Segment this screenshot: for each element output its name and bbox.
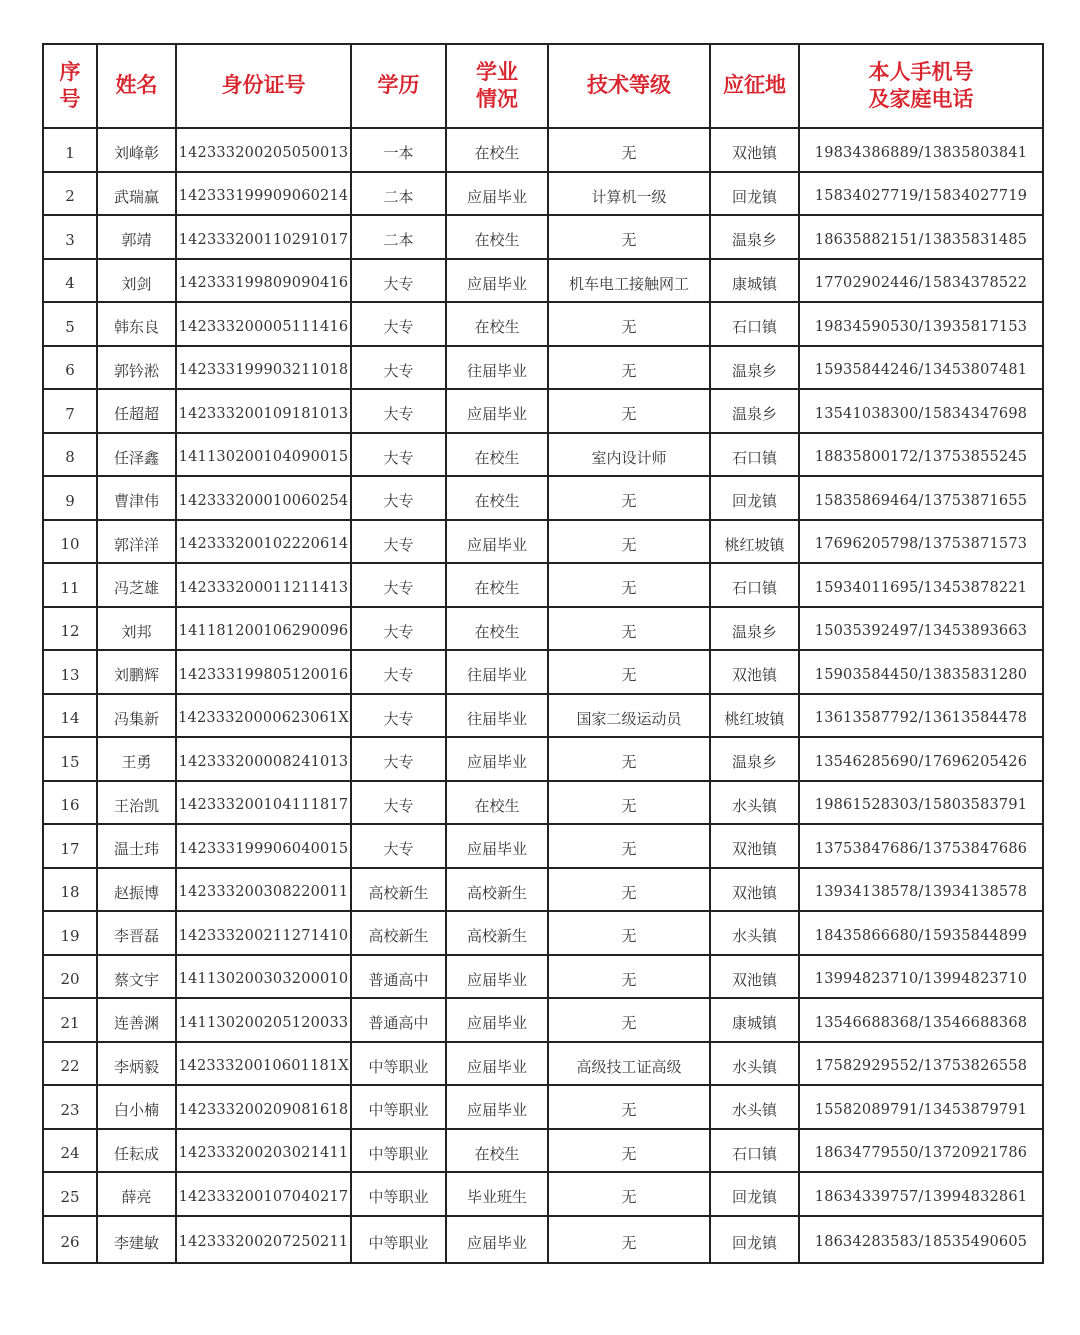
cell-name: 曹津伟 bbox=[97, 476, 176, 520]
cell-serial-number: 15 bbox=[43, 737, 97, 781]
cell-serial-number: 18 bbox=[43, 868, 97, 912]
table-row bbox=[43, 259, 1043, 303]
cell-name: 刘邦 bbox=[97, 607, 176, 651]
cell-serial-number: 9 bbox=[43, 476, 97, 520]
header-serial-number: 序 号 bbox=[43, 44, 97, 128]
cell-name: 郭靖 bbox=[97, 215, 176, 259]
cell-education: 普通高中 bbox=[351, 998, 446, 1042]
cell-technical-level: 无 bbox=[548, 346, 710, 390]
cell-id-card-number: 142333199903211018 bbox=[176, 346, 351, 390]
cell-enlistment-place: 水头镇 bbox=[710, 911, 799, 955]
cell-technical-level: 无 bbox=[548, 650, 710, 694]
cell-technical-level: 高级技工证高级 bbox=[548, 1042, 710, 1086]
cell-education: 中等职业 bbox=[351, 1216, 446, 1263]
cell-phone-numbers: 15834027719/15834027719 bbox=[799, 172, 1043, 216]
cell-technical-level: 无 bbox=[548, 998, 710, 1042]
cell-name: 韩东良 bbox=[97, 302, 176, 346]
cell-enlistment-place: 双池镇 bbox=[710, 824, 799, 868]
table-row bbox=[43, 215, 1043, 259]
cell-phone-numbers: 13546688368/13546688368 bbox=[799, 998, 1043, 1042]
cell-serial-number: 4 bbox=[43, 259, 97, 303]
table-row bbox=[43, 172, 1043, 216]
cell-technical-level: 无 bbox=[548, 1129, 710, 1173]
cell-education: 二本 bbox=[351, 172, 446, 216]
cell-technical-level: 无 bbox=[548, 389, 710, 433]
cell-id-card-number: 141181200106290096 bbox=[176, 607, 351, 651]
cell-technical-level: 无 bbox=[548, 824, 710, 868]
cell-technical-level: 无 bbox=[548, 563, 710, 607]
cell-name: 王勇 bbox=[97, 737, 176, 781]
cell-id-card-number: 142333200308220011 bbox=[176, 868, 351, 912]
table-row bbox=[43, 781, 1043, 825]
cell-id-card-number: 142333200203021411 bbox=[176, 1129, 351, 1173]
cell-technical-level: 无 bbox=[548, 607, 710, 651]
table-row bbox=[43, 1172, 1043, 1216]
cell-education: 大专 bbox=[351, 694, 446, 738]
cell-phone-numbers: 17582929552/13753826558 bbox=[799, 1042, 1043, 1086]
cell-serial-number: 6 bbox=[43, 346, 97, 390]
cell-id-card-number: 141130200205120033 bbox=[176, 998, 351, 1042]
cell-technical-level: 无 bbox=[548, 476, 710, 520]
cell-serial-number: 17 bbox=[43, 824, 97, 868]
cell-id-card-number: 142333200008241013 bbox=[176, 737, 351, 781]
cell-phone-numbers: 13613587792/13613584478 bbox=[799, 694, 1043, 738]
cell-enlistment-place: 温泉乡 bbox=[710, 737, 799, 781]
cell-serial-number: 16 bbox=[43, 781, 97, 825]
cell-id-card-number: 142333200107040217 bbox=[176, 1172, 351, 1216]
table-row bbox=[43, 302, 1043, 346]
cell-phone-numbers: 18634339757/13994832861 bbox=[799, 1172, 1043, 1216]
cell-enlistment-place: 温泉乡 bbox=[710, 346, 799, 390]
cell-serial-number: 12 bbox=[43, 607, 97, 651]
table-row bbox=[43, 1216, 1043, 1263]
cell-phone-numbers: 18835800172/13753855245 bbox=[799, 433, 1043, 477]
table-row bbox=[43, 476, 1043, 520]
cell-enlistment-place: 温泉乡 bbox=[710, 215, 799, 259]
cell-phone-numbers: 19834590530/13935817153 bbox=[799, 302, 1043, 346]
cell-technical-level: 室内设计师 bbox=[548, 433, 710, 477]
cell-phone-numbers: 17696205798/13753871573 bbox=[799, 520, 1043, 564]
cell-phone-numbers: 13934138578/13934138578 bbox=[799, 868, 1043, 912]
cell-name: 薛亮 bbox=[97, 1172, 176, 1216]
table-row bbox=[43, 694, 1043, 738]
cell-technical-level: 无 bbox=[548, 781, 710, 825]
cell-name: 任泽鑫 bbox=[97, 433, 176, 477]
cell-name: 冯集新 bbox=[97, 694, 176, 738]
table-row bbox=[43, 1129, 1043, 1173]
cell-id-card-number: 142333200102220614 bbox=[176, 520, 351, 564]
header-education: 学历 bbox=[351, 44, 446, 128]
cell-education: 中等职业 bbox=[351, 1042, 446, 1086]
cell-id-card-number: 142333200104111817 bbox=[176, 781, 351, 825]
cell-name: 任耘成 bbox=[97, 1129, 176, 1173]
cell-enlistment-place: 桃红坡镇 bbox=[710, 520, 799, 564]
header-id-card-number: 身份证号 bbox=[176, 44, 351, 128]
cell-enlistment-place: 回龙镇 bbox=[710, 1216, 799, 1263]
cell-id-card-number: 141130200303200010 bbox=[176, 955, 351, 999]
cell-technical-level: 无 bbox=[548, 1172, 710, 1216]
cell-enlistment-place: 石口镇 bbox=[710, 302, 799, 346]
table-row bbox=[43, 1042, 1043, 1086]
cell-study-status: 应届毕业 bbox=[446, 259, 548, 303]
cell-id-card-number: 142333200209081618 bbox=[176, 1085, 351, 1129]
table-row bbox=[43, 128, 1043, 172]
cell-education: 中等职业 bbox=[351, 1085, 446, 1129]
cell-serial-number: 2 bbox=[43, 172, 97, 216]
cell-study-status: 在校生 bbox=[446, 563, 548, 607]
cell-phone-numbers: 15934011695/13453878221 bbox=[799, 563, 1043, 607]
cell-study-status: 在校生 bbox=[446, 781, 548, 825]
cell-name: 温士玮 bbox=[97, 824, 176, 868]
cell-serial-number: 3 bbox=[43, 215, 97, 259]
cell-education: 高校新生 bbox=[351, 868, 446, 912]
header-phone-numbers: 本人手机号 及家庭电话 bbox=[799, 44, 1043, 128]
cell-study-status: 在校生 bbox=[446, 607, 548, 651]
cell-education: 大专 bbox=[351, 650, 446, 694]
table-row bbox=[43, 737, 1043, 781]
table-row bbox=[43, 1085, 1043, 1129]
cell-education: 一本 bbox=[351, 128, 446, 172]
cell-education: 普通高中 bbox=[351, 955, 446, 999]
cell-enlistment-place: 康城镇 bbox=[710, 998, 799, 1042]
cell-serial-number: 5 bbox=[43, 302, 97, 346]
cell-enlistment-place: 石口镇 bbox=[710, 563, 799, 607]
cell-serial-number: 8 bbox=[43, 433, 97, 477]
cell-study-status: 应届毕业 bbox=[446, 1042, 548, 1086]
cell-id-card-number: 142333200110291017 bbox=[176, 215, 351, 259]
cell-serial-number: 24 bbox=[43, 1129, 97, 1173]
cell-enlistment-place: 康城镇 bbox=[710, 259, 799, 303]
cell-education: 大专 bbox=[351, 824, 446, 868]
cell-education: 大专 bbox=[351, 433, 446, 477]
cell-technical-level: 无 bbox=[548, 955, 710, 999]
cell-id-card-number: 142333199805120016 bbox=[176, 650, 351, 694]
header-name: 姓名 bbox=[97, 44, 176, 128]
header-enlistment-place: 应征地 bbox=[710, 44, 799, 128]
cell-study-status: 往届毕业 bbox=[446, 346, 548, 390]
cell-education: 大专 bbox=[351, 781, 446, 825]
recruit-roster-table bbox=[42, 43, 1044, 1264]
table-row bbox=[43, 389, 1043, 433]
cell-enlistment-place: 石口镇 bbox=[710, 433, 799, 477]
table-row bbox=[43, 911, 1043, 955]
cell-name: 白小楠 bbox=[97, 1085, 176, 1129]
cell-study-status: 往届毕业 bbox=[446, 694, 548, 738]
cell-technical-level: 无 bbox=[548, 868, 710, 912]
cell-education: 高校新生 bbox=[351, 911, 446, 955]
cell-technical-level: 无 bbox=[548, 215, 710, 259]
cell-serial-number: 22 bbox=[43, 1042, 97, 1086]
cell-serial-number: 13 bbox=[43, 650, 97, 694]
cell-serial-number: 23 bbox=[43, 1085, 97, 1129]
cell-serial-number: 25 bbox=[43, 1172, 97, 1216]
cell-id-card-number: 14233320010601181X bbox=[176, 1042, 351, 1086]
cell-study-status: 应届毕业 bbox=[446, 1085, 548, 1129]
cell-enlistment-place: 回龙镇 bbox=[710, 476, 799, 520]
cell-enlistment-place: 水头镇 bbox=[710, 1085, 799, 1129]
cell-phone-numbers: 19861528303/15803583791 bbox=[799, 781, 1043, 825]
cell-serial-number: 20 bbox=[43, 955, 97, 999]
cell-education: 大专 bbox=[351, 259, 446, 303]
cell-name: 刘鹏辉 bbox=[97, 650, 176, 694]
cell-enlistment-place: 温泉乡 bbox=[710, 607, 799, 651]
table-header bbox=[43, 44, 1043, 128]
table-row bbox=[43, 955, 1043, 999]
cell-name: 李炳毅 bbox=[97, 1042, 176, 1086]
cell-study-status: 在校生 bbox=[446, 1129, 548, 1173]
cell-education: 大专 bbox=[351, 302, 446, 346]
table-row bbox=[43, 346, 1043, 390]
cell-education: 大专 bbox=[351, 346, 446, 390]
cell-enlistment-place: 温泉乡 bbox=[710, 389, 799, 433]
table-row bbox=[43, 433, 1043, 477]
cell-study-status: 应届毕业 bbox=[446, 955, 548, 999]
table-row bbox=[43, 998, 1043, 1042]
cell-id-card-number: 142333200109181013 bbox=[176, 389, 351, 433]
cell-technical-level: 无 bbox=[548, 1085, 710, 1129]
cell-technical-level: 无 bbox=[548, 128, 710, 172]
cell-technical-level: 计算机一级 bbox=[548, 172, 710, 216]
cell-phone-numbers: 19834386889/13835803841 bbox=[799, 128, 1043, 172]
cell-phone-numbers: 18634283583/18535490605 bbox=[799, 1216, 1043, 1263]
cell-study-status: 应届毕业 bbox=[446, 824, 548, 868]
cell-education: 大专 bbox=[351, 607, 446, 651]
cell-enlistment-place: 回龙镇 bbox=[710, 172, 799, 216]
cell-enlistment-place: 双池镇 bbox=[710, 955, 799, 999]
cell-serial-number: 1 bbox=[43, 128, 97, 172]
cell-id-card-number: 142333199909060214 bbox=[176, 172, 351, 216]
cell-serial-number: 14 bbox=[43, 694, 97, 738]
cell-study-status: 应届毕业 bbox=[446, 389, 548, 433]
cell-phone-numbers: 15035392497/13453893663 bbox=[799, 607, 1043, 651]
cell-serial-number: 11 bbox=[43, 563, 97, 607]
cell-id-card-number: 142333199809090416 bbox=[176, 259, 351, 303]
cell-id-card-number: 142333200005111416 bbox=[176, 302, 351, 346]
cell-name: 李建敏 bbox=[97, 1216, 176, 1263]
cell-phone-numbers: 15835869464/13753871655 bbox=[799, 476, 1043, 520]
cell-education: 中等职业 bbox=[351, 1129, 446, 1173]
header-study-status: 学业 情况 bbox=[446, 44, 548, 128]
cell-id-card-number: 142333200207250211 bbox=[176, 1216, 351, 1263]
cell-phone-numbers: 17702902446/15834378522 bbox=[799, 259, 1043, 303]
cell-name: 连善渊 bbox=[97, 998, 176, 1042]
cell-serial-number: 19 bbox=[43, 911, 97, 955]
cell-study-status: 在校生 bbox=[446, 302, 548, 346]
cell-id-card-number: 142333200011211413 bbox=[176, 563, 351, 607]
cell-education: 大专 bbox=[351, 737, 446, 781]
cell-serial-number: 7 bbox=[43, 389, 97, 433]
cell-name: 王治凯 bbox=[97, 781, 176, 825]
cell-enlistment-place: 回龙镇 bbox=[710, 1172, 799, 1216]
cell-name: 武瑞赢 bbox=[97, 172, 176, 216]
cell-name: 蔡文宇 bbox=[97, 955, 176, 999]
table-body bbox=[43, 128, 1043, 1263]
cell-phone-numbers: 13994823710/13994823710 bbox=[799, 955, 1043, 999]
cell-study-status: 往届毕业 bbox=[446, 650, 548, 694]
cell-study-status: 应届毕业 bbox=[446, 998, 548, 1042]
cell-phone-numbers: 13541038300/15834347698 bbox=[799, 389, 1043, 433]
cell-phone-numbers: 18634779550/13720921786 bbox=[799, 1129, 1043, 1173]
header-row bbox=[43, 44, 1043, 128]
cell-study-status: 应届毕业 bbox=[446, 520, 548, 564]
table-row bbox=[43, 563, 1043, 607]
cell-serial-number: 10 bbox=[43, 520, 97, 564]
cell-name: 刘峰彰 bbox=[97, 128, 176, 172]
cell-study-status: 应届毕业 bbox=[446, 1216, 548, 1263]
cell-enlistment-place: 水头镇 bbox=[710, 1042, 799, 1086]
cell-enlistment-place: 双池镇 bbox=[710, 650, 799, 694]
cell-education: 大专 bbox=[351, 476, 446, 520]
cell-name: 任超超 bbox=[97, 389, 176, 433]
cell-id-card-number: 141130200104090015 bbox=[176, 433, 351, 477]
cell-id-card-number: 142333199906040015 bbox=[176, 824, 351, 868]
cell-technical-level: 无 bbox=[548, 520, 710, 564]
cell-education: 大专 bbox=[351, 563, 446, 607]
table-row bbox=[43, 607, 1043, 651]
cell-id-card-number: 14233320000623061X bbox=[176, 694, 351, 738]
cell-education: 中等职业 bbox=[351, 1172, 446, 1216]
cell-study-status: 毕业班生 bbox=[446, 1172, 548, 1216]
table-row bbox=[43, 824, 1043, 868]
cell-id-card-number: 142333200211271410 bbox=[176, 911, 351, 955]
cell-study-status: 高校新生 bbox=[446, 868, 548, 912]
cell-study-status: 在校生 bbox=[446, 215, 548, 259]
cell-phone-numbers: 15903584450/13835831280 bbox=[799, 650, 1043, 694]
cell-phone-numbers: 15582089791/13453879791 bbox=[799, 1085, 1043, 1129]
cell-phone-numbers: 13753847686/13753847686 bbox=[799, 824, 1043, 868]
cell-education: 二本 bbox=[351, 215, 446, 259]
cell-technical-level: 无 bbox=[548, 737, 710, 781]
cell-phone-numbers: 15935844246/13453807481 bbox=[799, 346, 1043, 390]
cell-study-status: 高校新生 bbox=[446, 911, 548, 955]
cell-phone-numbers: 18435866680/15935844899 bbox=[799, 911, 1043, 955]
cell-name: 刘剑 bbox=[97, 259, 176, 303]
cell-enlistment-place: 水头镇 bbox=[710, 781, 799, 825]
cell-name: 李晋磊 bbox=[97, 911, 176, 955]
cell-serial-number: 21 bbox=[43, 998, 97, 1042]
cell-enlistment-place: 双池镇 bbox=[710, 128, 799, 172]
table-row bbox=[43, 520, 1043, 564]
cell-name: 冯芝雄 bbox=[97, 563, 176, 607]
cell-study-status: 在校生 bbox=[446, 433, 548, 477]
cell-id-card-number: 142333200205050013 bbox=[176, 128, 351, 172]
cell-phone-numbers: 18635882151/13835831485 bbox=[799, 215, 1043, 259]
cell-name: 赵振博 bbox=[97, 868, 176, 912]
cell-enlistment-place: 桃红坡镇 bbox=[710, 694, 799, 738]
cell-name: 郭钤淞 bbox=[97, 346, 176, 390]
cell-phone-numbers: 13546285690/17696205426 bbox=[799, 737, 1043, 781]
cell-id-card-number: 142333200010060254 bbox=[176, 476, 351, 520]
cell-technical-level: 国家二级运动员 bbox=[548, 694, 710, 738]
table-row bbox=[43, 650, 1043, 694]
table-row bbox=[43, 868, 1043, 912]
cell-study-status: 在校生 bbox=[446, 476, 548, 520]
cell-study-status: 应届毕业 bbox=[446, 172, 548, 216]
header-technical-level: 技术等级 bbox=[548, 44, 710, 128]
cell-technical-level: 无 bbox=[548, 302, 710, 346]
cell-technical-level: 无 bbox=[548, 1216, 710, 1263]
cell-enlistment-place: 石口镇 bbox=[710, 1129, 799, 1173]
cell-enlistment-place: 双池镇 bbox=[710, 868, 799, 912]
cell-technical-level: 机车电工接触网工 bbox=[548, 259, 710, 303]
cell-study-status: 在校生 bbox=[446, 128, 548, 172]
cell-education: 大专 bbox=[351, 520, 446, 564]
cell-study-status: 应届毕业 bbox=[446, 737, 548, 781]
cell-serial-number: 26 bbox=[43, 1216, 97, 1263]
cell-technical-level: 无 bbox=[548, 911, 710, 955]
cell-name: 郭洋洋 bbox=[97, 520, 176, 564]
cell-education: 大专 bbox=[351, 389, 446, 433]
